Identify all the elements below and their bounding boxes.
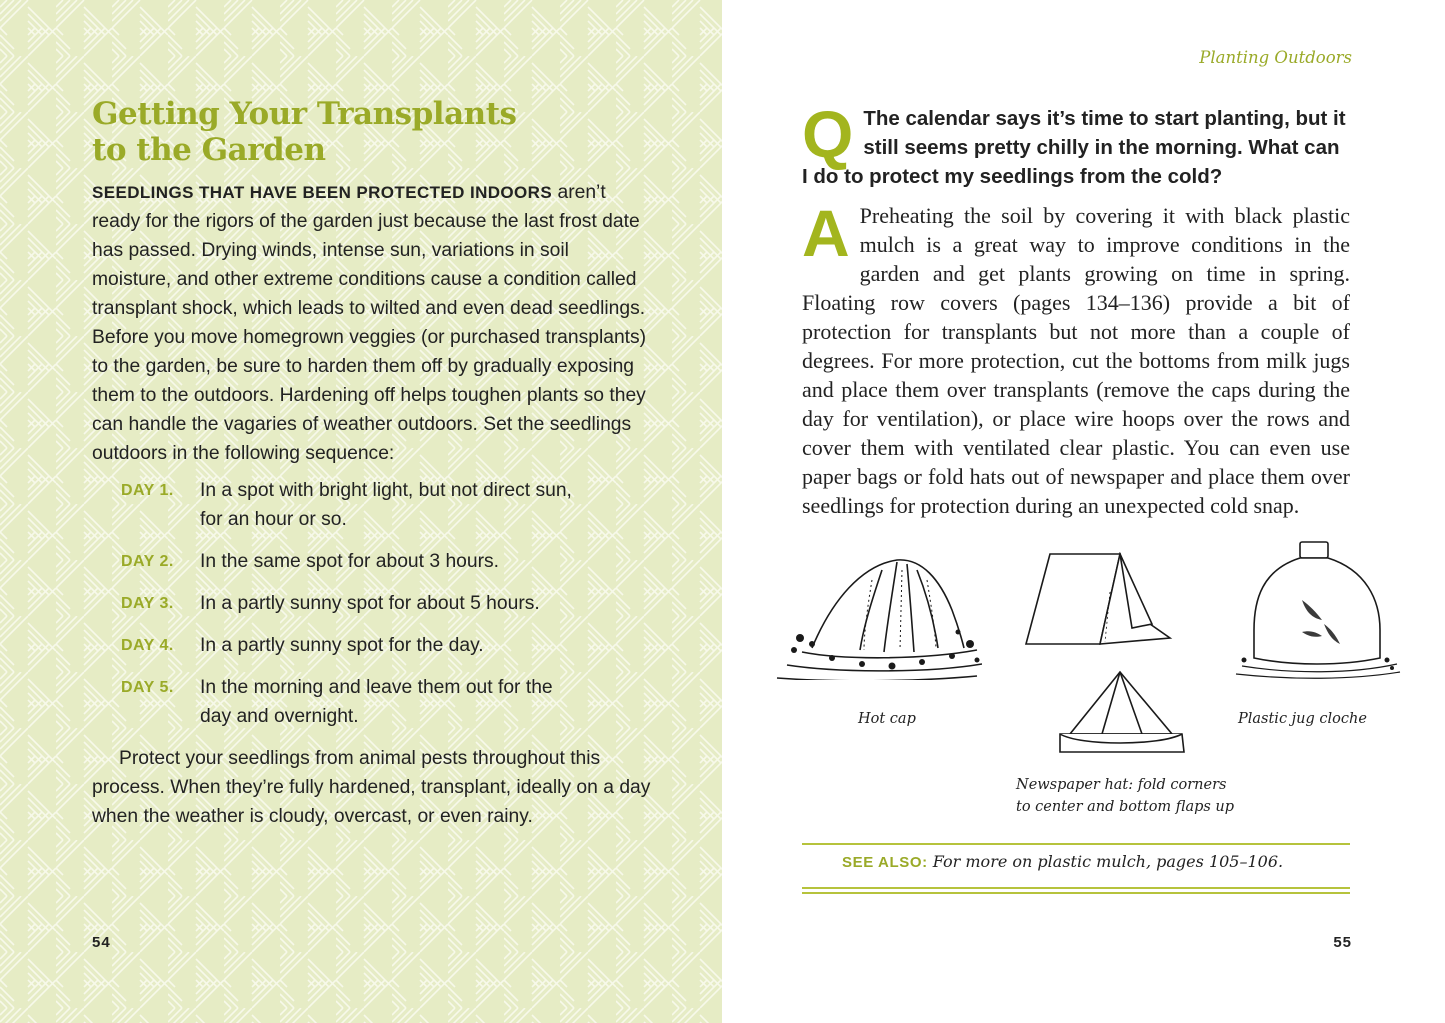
day-label: DAY 4. xyxy=(121,637,174,654)
page-number-right: 55 xyxy=(1333,934,1352,951)
day-item xyxy=(92,673,652,731)
day-item xyxy=(92,547,652,576)
running-head: Planting Outdoors xyxy=(1199,48,1352,67)
day-label: DAY 2. xyxy=(121,553,174,570)
answer-dropcap: A xyxy=(802,196,850,270)
day-label: DAY 3. xyxy=(121,595,174,612)
newspaper-sheet-illustration xyxy=(1020,552,1180,662)
left-page xyxy=(0,0,722,1023)
question-answer-block xyxy=(802,97,1350,520)
day-text: In a partly sunny spot for the day. xyxy=(200,635,484,656)
hardening-off-schedule xyxy=(92,476,652,731)
intro-paragraph xyxy=(92,178,652,468)
day-item xyxy=(92,476,652,534)
day-label: DAY 1. xyxy=(121,482,174,499)
day-text: In a partly sunny spot for about 5 hours. xyxy=(200,593,540,614)
intro-lead-in: SEEDLINGS THAT HAVE BEEN PROTECTED INDOORS xyxy=(92,183,553,202)
day-text: In a spot with bright light, but not direct sun, for an hour or so. xyxy=(200,480,572,530)
see-also-bottom-rule xyxy=(802,892,1350,894)
hot-cap-illustration xyxy=(772,540,982,680)
caption-newspaper-hat-line2: to center and bottom flaps up xyxy=(1016,799,1235,815)
right-page xyxy=(722,0,1445,1023)
page-number-left: 54 xyxy=(92,934,111,951)
illustrations xyxy=(772,540,1392,830)
caption-plastic-jug-cloche: Plastic jug cloche xyxy=(1238,711,1367,727)
see-also-text: For more on plastic mulch, pages 105–106. xyxy=(927,852,1284,871)
sidebar-title-line1: Getting Your Transplants xyxy=(92,96,517,132)
sidebar-article xyxy=(92,96,652,831)
day-item xyxy=(92,631,652,660)
caption-hot-cap: Hot cap xyxy=(858,711,916,727)
caption-newspaper-hat xyxy=(1016,774,1234,818)
answer-text: Preheating the soil by covering it with black plastic mulch is a great way to improve conditions in the garden and get plants growing on time in spring. Floating row covers (pages 134–136) provide a bit of protection for transplants but not more than a couple of degrees. For more protection, cut the bottoms from milk jugs and place them over transplants (remove the caps during the day for ventilation), or place wire hoops over the rows and cover them with ventilated clear plastic. You can even use paper bags or fold hats out of newspaper and place them over seedlings for protection during an unexpected cold snap. xyxy=(802,203,1350,518)
intro-text: aren’t ready for the rigors of the garden just because the last frost date has passed. Drying winds, intense sun, variations in soil moisture, and other extreme conditions cause a condition called transplant shock, which leads to wilted and even dead seedlings. Before you move homegrown veggies (or purchased transplants) to the garden, be sure to harden them off by gradually exposing them to the outdoors. Hardening off helps toughen plants so they can handle the vagaries of weather outdoors. Set the seedlings outdoors in the following sequence: xyxy=(92,182,647,464)
sidebar-title xyxy=(92,96,652,168)
day-item xyxy=(92,589,652,618)
see-also-line xyxy=(842,852,1283,872)
plastic-jug-cloche-illustration xyxy=(1232,540,1402,680)
question-dropcap: Q xyxy=(802,97,854,171)
see-also-box xyxy=(802,843,1350,889)
question-text: The calendar says it’s time to start planting, but it still seems pretty chilly in the morning. What can I do to protect my seedlings from the cold? xyxy=(802,107,1346,188)
day-text: In the same spot for about 3 hours. xyxy=(200,551,500,572)
caption-newspaper-hat-line1: Newspaper hat: fold corners xyxy=(1016,777,1227,793)
answer-paragraph xyxy=(802,196,1350,520)
day-text: In the morning and leave them out for the day and overnight. xyxy=(200,677,553,727)
question-paragraph xyxy=(802,97,1350,191)
newspaper-hat-illustration xyxy=(1050,668,1190,768)
closing-paragraph: Protect your seedlings from animal pests throughout this process. When they’re fully hardened, transplant, ideally on a day when the weather is cloudy, overcast, or even rainy. xyxy=(92,748,651,827)
sidebar-title-line2: to the Garden xyxy=(92,132,326,168)
see-also-label: SEE ALSO: xyxy=(842,854,928,871)
day-label: DAY 5. xyxy=(121,679,174,696)
